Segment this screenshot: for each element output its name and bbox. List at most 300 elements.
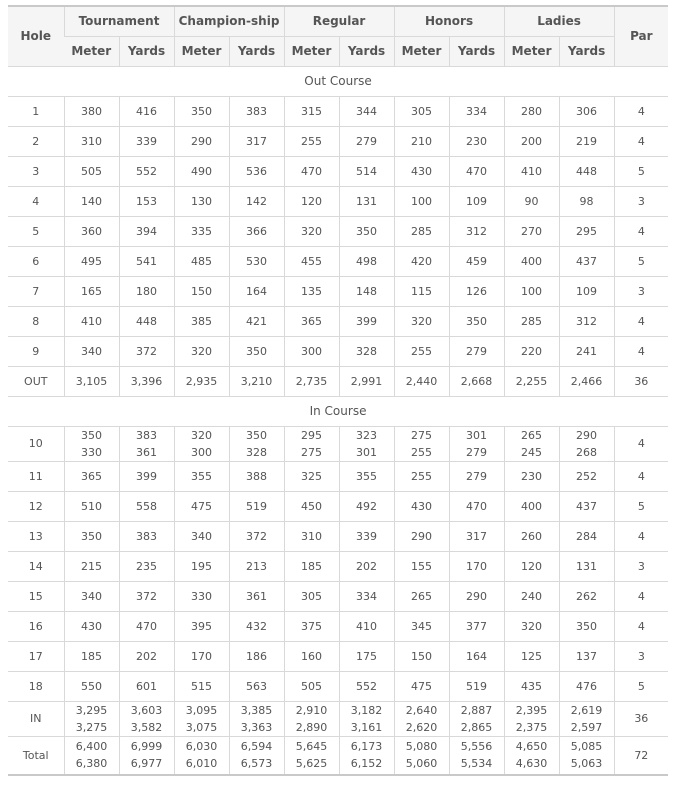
distance-cell	[559, 581, 614, 611]
distance-value: 155	[411, 559, 433, 573]
distance-value: 2,466	[570, 374, 603, 388]
tee-header-ladies: Ladies	[504, 6, 614, 36]
distance-value: 4,630	[515, 757, 548, 771]
distance-cell	[339, 336, 394, 366]
par-cell: 4	[614, 611, 668, 641]
par-cell: 4	[614, 216, 668, 246]
distance-cell	[284, 306, 339, 336]
distance-value: 275	[411, 428, 433, 442]
distance-value: 2,619	[570, 703, 603, 717]
distance-cell	[229, 461, 284, 491]
table-row	[8, 156, 668, 186]
distance-cell	[64, 156, 119, 186]
distance-value: 476	[576, 679, 598, 693]
distance-value: 279	[356, 134, 378, 148]
par-cell: 4	[614, 461, 668, 491]
distance-cell	[284, 96, 339, 126]
distance-value: 475	[411, 679, 433, 693]
distance-value: 315	[301, 104, 323, 118]
par-cell: 5	[614, 671, 668, 701]
distance-value: 240	[521, 589, 543, 603]
par-cell: 5	[614, 246, 668, 276]
distance-cell	[339, 156, 394, 186]
distance-value: 90	[524, 194, 539, 208]
distance-value: 5,625	[295, 757, 328, 771]
distance-cell	[559, 611, 614, 641]
distance-cell	[284, 461, 339, 491]
distance-value: 459	[466, 254, 488, 268]
distance-cell	[394, 671, 449, 701]
distance-cell	[339, 551, 394, 581]
distance-value: 350	[356, 224, 378, 238]
distance-value: 235	[136, 559, 157, 573]
distance-cell	[504, 366, 559, 396]
unit-header-yards: Yards	[339, 36, 394, 66]
distance-value: 515	[191, 679, 213, 693]
distance-cell	[394, 276, 449, 306]
distance-value: 3,363	[240, 720, 273, 734]
distance-value: 375	[301, 619, 323, 633]
distance-cell	[119, 276, 174, 306]
table-row	[8, 276, 668, 306]
par-cell: 4	[614, 426, 668, 461]
table-row	[8, 551, 668, 581]
distance-value: 6,010	[185, 757, 218, 771]
par-cell: 36	[614, 366, 668, 396]
distance-cell	[339, 276, 394, 306]
table-row	[8, 96, 668, 126]
distance-value: 200	[521, 134, 543, 148]
distance-value: 388	[246, 469, 268, 483]
distance-cell	[449, 491, 504, 521]
distance-cell	[64, 491, 119, 521]
distance-value: 2,597	[570, 720, 603, 734]
distance-value: 420	[411, 254, 433, 268]
hole-number-cell: 13	[8, 521, 64, 551]
distance-cell	[119, 126, 174, 156]
distance-cell	[229, 426, 284, 461]
distance-cell	[284, 366, 339, 396]
distance-cell	[339, 216, 394, 246]
distance-value: 505	[301, 679, 323, 693]
hole-number-cell: 10	[8, 426, 64, 461]
distance-cell	[174, 246, 229, 276]
par-cell: 4	[614, 306, 668, 336]
distance-value: 131	[576, 559, 598, 573]
table-row	[8, 306, 668, 336]
distance-cell	[559, 736, 614, 775]
distance-cell	[339, 186, 394, 216]
distance-value: 2,890	[295, 720, 328, 734]
distance-cell	[174, 491, 229, 521]
distance-value: 170	[466, 559, 488, 573]
distance-value: 265	[411, 589, 433, 603]
distance-value: 3,582	[130, 720, 163, 734]
distance-value: 394	[136, 224, 157, 238]
distance-cell	[174, 736, 229, 775]
distance-value: 2,887	[460, 703, 493, 717]
distance-value: 383	[136, 529, 157, 543]
distance-value: 100	[521, 284, 543, 298]
distance-value: 470	[136, 619, 157, 633]
hole-number-cell: IN	[8, 701, 64, 736]
distance-cell	[64, 461, 119, 491]
distance-cell	[449, 96, 504, 126]
distance-value: 410	[81, 314, 102, 328]
distance-cell	[174, 336, 229, 366]
distance-cell	[449, 521, 504, 551]
distance-value: 164	[246, 284, 268, 298]
distance-value: 3,161	[350, 720, 383, 734]
distance-cell	[504, 336, 559, 366]
distance-value: 295	[576, 224, 598, 238]
distance-cell	[449, 246, 504, 276]
distance-cell	[64, 581, 119, 611]
distance-cell	[174, 216, 229, 246]
distance-cell	[64, 611, 119, 641]
section-title: In Course	[8, 396, 668, 426]
distance-value: 279	[466, 469, 488, 483]
distance-cell	[449, 461, 504, 491]
distance-value: 148	[356, 284, 378, 298]
distance-cell	[284, 581, 339, 611]
distance-cell	[339, 521, 394, 551]
distance-cell	[504, 736, 559, 775]
distance-value: 350	[246, 344, 268, 358]
distance-value: 300	[191, 445, 213, 459]
hole-number-cell: 17	[8, 641, 64, 671]
distance-value: 202	[136, 649, 157, 663]
distance-value: 320	[411, 314, 433, 328]
distance-value: 360	[81, 224, 102, 238]
table-row	[8, 461, 668, 491]
distance-cell	[174, 366, 229, 396]
distance-value: 2,910	[295, 703, 328, 717]
distance-cell	[339, 611, 394, 641]
par-cell: 4	[614, 521, 668, 551]
hole-number-cell: 11	[8, 461, 64, 491]
distance-cell	[559, 641, 614, 671]
distance-value: 255	[411, 445, 433, 459]
distance-value: 6,152	[350, 757, 383, 771]
distance-cell	[284, 491, 339, 521]
distance-value: 202	[356, 559, 378, 573]
distance-cell	[64, 701, 119, 736]
distance-cell	[119, 246, 174, 276]
distance-value: 310	[301, 529, 323, 543]
distance-value: 355	[191, 469, 213, 483]
distance-cell	[394, 701, 449, 736]
distance-cell	[64, 521, 119, 551]
distance-value: 312	[576, 314, 598, 328]
distance-cell	[394, 426, 449, 461]
distance-value: 275	[301, 445, 323, 459]
distance-cell	[449, 306, 504, 336]
distance-value: 3,275	[75, 720, 108, 734]
table-row	[8, 366, 668, 396]
distance-cell	[559, 156, 614, 186]
distance-cell	[229, 216, 284, 246]
distance-value: 262	[576, 589, 598, 603]
distance-value: 153	[136, 194, 157, 208]
distance-value: 150	[191, 284, 213, 298]
distance-cell	[284, 186, 339, 216]
par-cell: 3	[614, 551, 668, 581]
distance-cell	[394, 491, 449, 521]
distance-cell	[64, 306, 119, 336]
distance-value: 552	[356, 679, 378, 693]
hole-number-cell: 5	[8, 216, 64, 246]
par-cell: 4	[614, 96, 668, 126]
distance-value: 2,255	[515, 374, 548, 388]
distance-value: 350	[246, 428, 268, 442]
distance-cell	[339, 491, 394, 521]
distance-cell	[284, 736, 339, 775]
distance-value: 514	[356, 164, 378, 178]
distance-cell	[559, 246, 614, 276]
distance-value: 210	[411, 134, 433, 148]
distance-cell	[449, 156, 504, 186]
distance-value: 125	[521, 649, 543, 663]
distance-value: 3,182	[350, 703, 383, 717]
distance-value: 255	[411, 469, 433, 483]
par-cell: 36	[614, 701, 668, 736]
distance-value: 4,650	[515, 740, 548, 754]
distance-value: 320	[191, 344, 213, 358]
distance-cell	[559, 426, 614, 461]
distance-value: 295	[301, 428, 323, 442]
distance-cell	[229, 156, 284, 186]
distance-cell	[559, 671, 614, 701]
distance-value: 492	[356, 499, 378, 513]
distance-value: 530	[246, 254, 268, 268]
distance-cell	[559, 551, 614, 581]
distance-value: 355	[356, 469, 378, 483]
distance-cell	[229, 641, 284, 671]
table-row	[8, 671, 668, 701]
distance-cell	[284, 641, 339, 671]
distance-cell	[504, 126, 559, 156]
hole-number-cell: 6	[8, 246, 64, 276]
distance-cell	[284, 126, 339, 156]
distance-cell	[174, 461, 229, 491]
distance-cell	[504, 156, 559, 186]
distance-value: 519	[246, 499, 268, 513]
distance-value: 265	[521, 428, 543, 442]
distance-value: 400	[521, 499, 543, 513]
distance-cell	[394, 246, 449, 276]
distance-value: 328	[356, 344, 378, 358]
distance-cell	[119, 551, 174, 581]
distance-cell	[174, 701, 229, 736]
table-row	[8, 701, 668, 736]
header-row-units	[8, 36, 668, 66]
hole-number-cell: 4	[8, 186, 64, 216]
distance-value: 241	[576, 344, 598, 358]
distance-value: 340	[81, 589, 102, 603]
hole-number-cell: 18	[8, 671, 64, 701]
distance-value: 312	[466, 224, 488, 238]
distance-value: 430	[81, 619, 102, 633]
distance-cell	[229, 126, 284, 156]
distance-value: 2,991	[350, 374, 383, 388]
distance-cell	[449, 366, 504, 396]
par-column-header: Par	[614, 6, 668, 66]
distance-cell	[119, 581, 174, 611]
distance-cell	[119, 641, 174, 671]
distance-value: 361	[246, 589, 268, 603]
distance-cell	[449, 551, 504, 581]
table-row	[8, 336, 668, 366]
distance-cell	[504, 186, 559, 216]
distance-cell	[394, 521, 449, 551]
hole-number-cell: 3	[8, 156, 64, 186]
distance-cell	[284, 671, 339, 701]
distance-value: 285	[521, 314, 543, 328]
distance-value: 550	[81, 679, 102, 693]
distance-cell	[504, 216, 559, 246]
par-cell: 72	[614, 736, 668, 775]
distance-value: 365	[81, 469, 102, 483]
distance-cell	[504, 246, 559, 276]
table-row	[8, 186, 668, 216]
distance-cell	[394, 186, 449, 216]
distance-value: 345	[411, 619, 433, 633]
distance-value: 365	[301, 314, 323, 328]
distance-value: 98	[579, 194, 594, 208]
distance-value: 3,095	[185, 703, 218, 717]
distance-value: 410	[356, 619, 378, 633]
unit-header-meter: Meter	[504, 36, 559, 66]
distance-cell	[119, 521, 174, 551]
distance-value: 6,173	[350, 740, 383, 754]
distance-value: 563	[246, 679, 268, 693]
distance-cell	[229, 366, 284, 396]
distance-value: 6,400	[75, 740, 108, 754]
distance-cell	[119, 671, 174, 701]
distance-value: 505	[81, 164, 102, 178]
distance-cell	[119, 461, 174, 491]
unit-header-yards: Yards	[229, 36, 284, 66]
tee-header-honors: Honors	[394, 6, 504, 36]
table-row	[8, 581, 668, 611]
distance-value: 6,999	[130, 740, 163, 754]
distance-cell	[119, 306, 174, 336]
distance-cell	[559, 701, 614, 736]
distance-value: 137	[576, 649, 598, 663]
distance-cell	[229, 491, 284, 521]
distance-value: 323	[356, 428, 378, 442]
distance-cell	[229, 186, 284, 216]
distance-value: 270	[521, 224, 543, 238]
distance-cell	[119, 156, 174, 186]
distance-value: 2,440	[405, 374, 438, 388]
distance-cell	[229, 611, 284, 641]
distance-value: 160	[301, 649, 323, 663]
distance-cell	[449, 581, 504, 611]
distance-value: 260	[521, 529, 543, 543]
distance-value: 220	[521, 344, 543, 358]
distance-value: 219	[576, 134, 598, 148]
unit-header-yards: Yards	[119, 36, 174, 66]
distance-cell	[559, 216, 614, 246]
par-cell: 3	[614, 186, 668, 216]
distance-value: 350	[191, 104, 213, 118]
tee-header-championship: Champion-ship	[174, 6, 284, 36]
distance-value: 350	[576, 619, 598, 633]
distance-value: 448	[576, 164, 598, 178]
distance-cell	[394, 216, 449, 246]
distance-cell	[504, 521, 559, 551]
unit-header-yards: Yards	[449, 36, 504, 66]
distance-cell	[229, 551, 284, 581]
distance-value: 344	[356, 104, 378, 118]
distance-cell	[394, 581, 449, 611]
distance-value: 421	[246, 314, 268, 328]
distance-value: 305	[301, 589, 323, 603]
distance-value: 432	[246, 619, 268, 633]
distance-cell	[229, 701, 284, 736]
hole-number-cell: 15	[8, 581, 64, 611]
distance-cell	[174, 611, 229, 641]
distance-value: 485	[191, 254, 213, 268]
distance-value: 435	[521, 679, 543, 693]
distance-cell	[504, 426, 559, 461]
distance-value: 135	[301, 284, 323, 298]
distance-value: 279	[466, 344, 488, 358]
hole-number-cell: OUT	[8, 366, 64, 396]
distance-cell	[64, 736, 119, 775]
distance-cell	[559, 336, 614, 366]
distance-cell	[174, 641, 229, 671]
distance-value: 2,935	[185, 374, 218, 388]
distance-cell	[64, 96, 119, 126]
distance-value: 437	[576, 499, 598, 513]
distance-value: 5,080	[405, 740, 438, 754]
table-row	[8, 491, 668, 521]
distance-cell	[394, 551, 449, 581]
distance-cell	[504, 611, 559, 641]
distance-cell	[284, 276, 339, 306]
par-cell: 3	[614, 276, 668, 306]
distance-value: 301	[466, 428, 488, 442]
distance-cell	[449, 126, 504, 156]
par-cell: 4	[614, 336, 668, 366]
distance-cell	[284, 156, 339, 186]
distance-value: 400	[521, 254, 543, 268]
distance-cell	[504, 551, 559, 581]
distance-cell	[174, 186, 229, 216]
distance-value: 245	[521, 445, 543, 459]
distance-value: 3,603	[130, 703, 163, 717]
distance-cell	[504, 276, 559, 306]
distance-value: 510	[81, 499, 102, 513]
distance-value: 450	[301, 499, 323, 513]
distance-cell	[64, 426, 119, 461]
distance-cell	[119, 611, 174, 641]
section-header-row	[8, 396, 668, 426]
distance-cell	[394, 641, 449, 671]
hole-number-cell: 12	[8, 491, 64, 521]
distance-cell	[339, 671, 394, 701]
distance-value: 186	[246, 649, 268, 663]
distance-cell	[229, 276, 284, 306]
distance-cell	[339, 366, 394, 396]
distance-cell	[504, 491, 559, 521]
distance-value: 372	[136, 589, 157, 603]
distance-value: 3,210	[240, 374, 273, 388]
distance-value: 5,534	[460, 757, 493, 771]
